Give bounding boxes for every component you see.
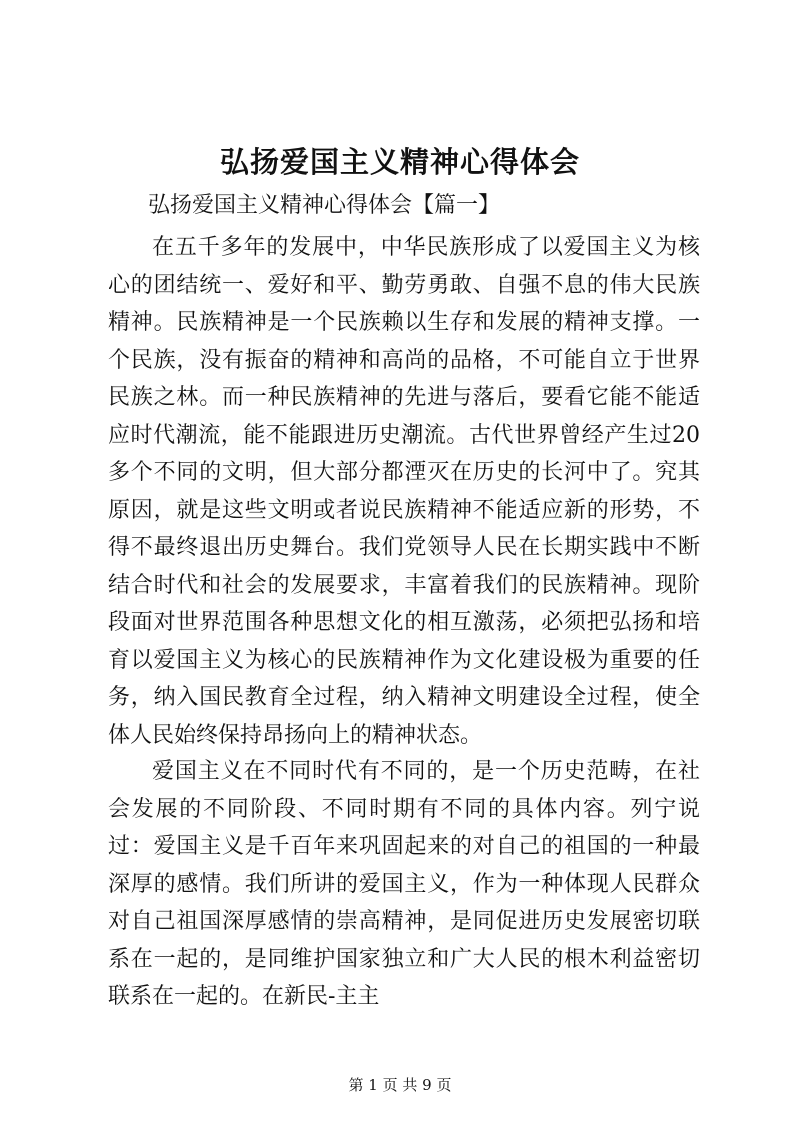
- section-heading: 弘扬爱国主义精神心得体会【篇一】: [148, 193, 501, 218]
- body-paragraph-1: 在五千多年的发展中，中华民族形成了以爱国主义为核心的团结统一、爱好和平、勤劳勇敢、自强不息的伟大民族精神。民族精神是一个民族赖以生存和发展的精神支撑。一个民族，没有振奋的精神和高尚的品格，不可能自立于世界民族之林。而一种民族精神的先进与落后，要看它能不能适应时代潮流，能不能跟进历史潮流。古代世界曾经产生过20多个不同的文明，但大部分都湮灭在历史的长河中了。究其原因，就是这些文明或者说民族精神不能适应新的形势，不得不最终退出历史舞台。我们党领导人民在长期实践中不断结合时代和社会的发展要求，丰富着我们的民族精神。现阶段面对世界范围各种思想文化的相互激荡，必须把弘扬和培育以爱国主义为核心的民族精神作为文化建设极为重要的任务，纳入国民教育全过程，纳入精神文明建设全过程，使全体人民始终保持昂扬向上的精神状态。: [108, 235, 700, 748]
- document-title: 弘扬爱国主义精神心得体会: [219, 145, 580, 179]
- page-footer: 第 1 页 共 9 页: [348, 1076, 452, 1094]
- body-paragraph-2: 爱国主义在不同时代有不同的，是一个历史范畴，在社会发展的不同阶段、不同时期有不同的具体内容。列宁说过：爱国主义是千百年来巩固起来的对自己的祖国的一种最深厚的感情。我们所讲的爱国主义，作为一种体现人民群众对自己祖国深厚感情的崇高精神，是同促进历史发展密切联系在一起的，是同维护国家独立和广大人民的根木利益密切联系在一起的。在新民-主主: [108, 759, 700, 1009]
